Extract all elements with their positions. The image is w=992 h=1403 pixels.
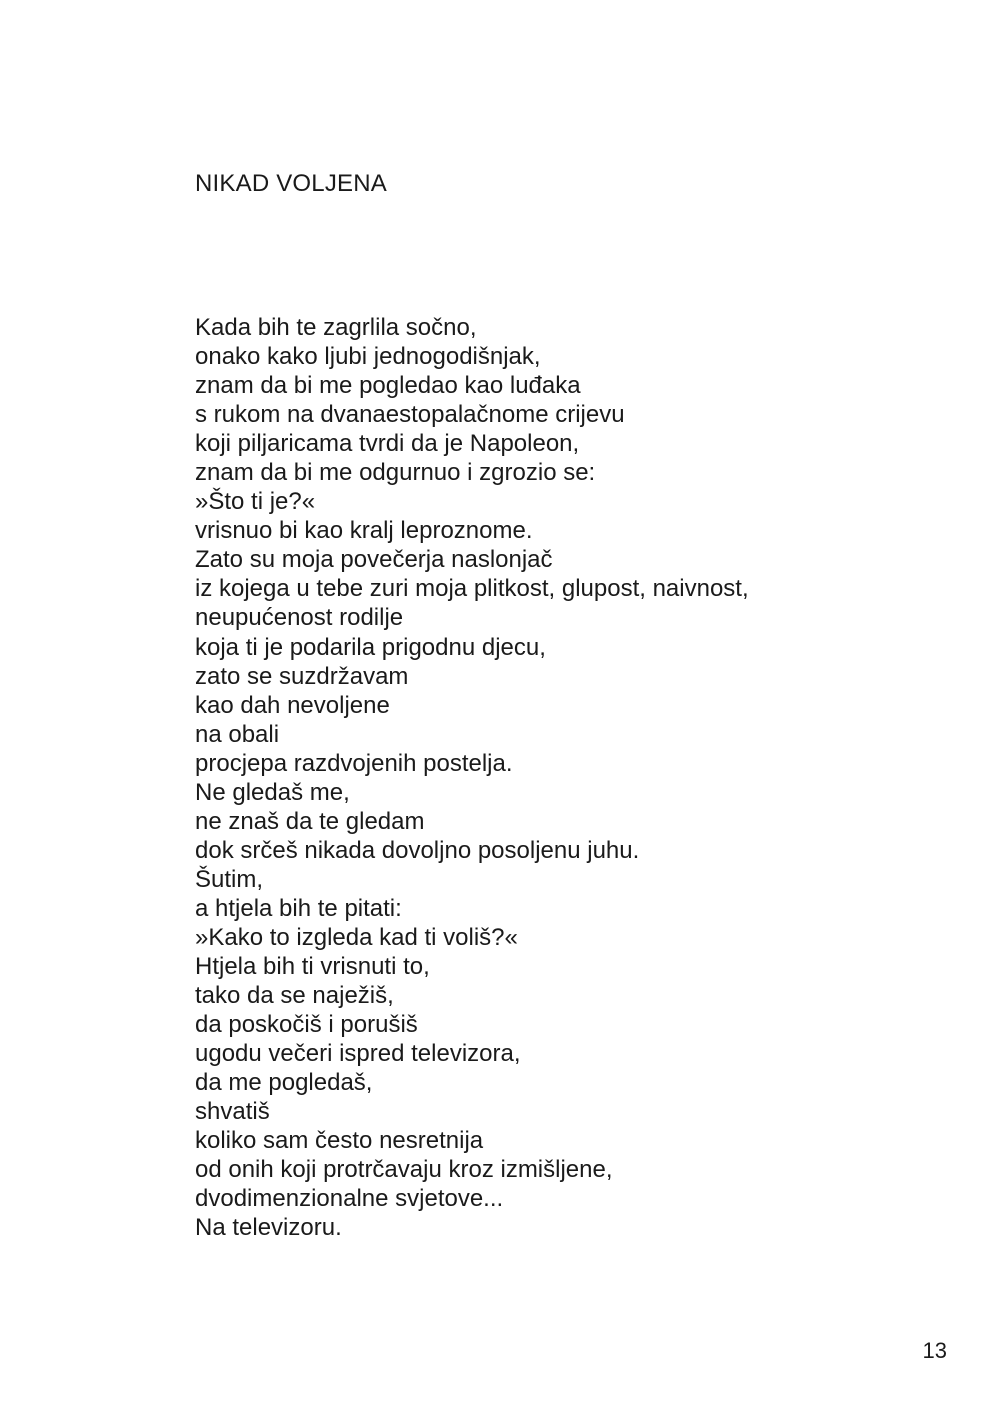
poem-line: »Što ti je?«	[195, 488, 316, 516]
poem-line: Htjela bih ti vrisnuti to,	[195, 953, 430, 981]
poem-line: Na televizoru.	[195, 1214, 342, 1242]
poem-title: NIKAD VOLJENA	[195, 170, 387, 197]
poem-line: ugodu večeri ispred televizora,	[195, 1040, 521, 1068]
poem-line: znam da bi me odgurnuo i zgrozio se:	[195, 459, 596, 487]
poem-line: ne znaš da te gledam	[195, 807, 425, 835]
poem-line: koji piljaricama tvrdi da je Napoleon,	[195, 430, 580, 458]
poem-body	[195, 313, 749, 1243]
poem-line: Zato su moja povečerja naslonjač	[195, 546, 553, 574]
poem-line: od onih koji protrčavaju kroz izmišljene,	[195, 1156, 613, 1184]
poem-line: neupućenost rodilje	[195, 604, 404, 632]
poem-line: vrisnuo bi kao kralj leproznome.	[195, 517, 533, 545]
poem-line: a htjela bih te pitati:	[195, 894, 402, 922]
poem-line: Šutim,	[195, 865, 264, 893]
poem-line: onako kako ljubi jednogodišnjak,	[195, 343, 541, 371]
poem-line: Kada bih te zagrlila sočno,	[195, 314, 477, 341]
poem-line: procjepa razdvojenih postelja.	[195, 749, 513, 777]
poem-line: znam da bi me pogledao kao luđaka	[195, 372, 581, 400]
poem-line: da poskočiš i porušiš	[195, 1011, 418, 1039]
poem-line: iz kojega u tebe zuri moja plitkost, glupost, naivnost,	[195, 575, 749, 603]
page-number: 13	[922, 1338, 947, 1363]
poem-line: na obali	[195, 720, 280, 748]
poem-line: Ne gledaš me,	[195, 778, 350, 806]
poem-line: shvatiš	[195, 1098, 270, 1126]
poem-line: kao dah nevoljene	[195, 691, 390, 719]
poem-line: dvodimenzionalne svjetove...	[195, 1185, 504, 1213]
poem-line: »Kako to izgleda kad ti voliš?«	[195, 923, 518, 951]
poem-line: s rukom na dvanaestopalačnome crijevu	[195, 401, 625, 429]
poem-line: koja ti je podarila prigodnu djecu,	[195, 633, 546, 661]
poem-line: da me pogledaš,	[195, 1069, 373, 1097]
poem-line: tako da se naježiš,	[195, 982, 394, 1010]
poem-line: dok srčeš nikada dovoljno posoljenu juhu.	[195, 836, 640, 864]
poem-line: zato se suzdržavam	[195, 662, 409, 690]
poem-line: koliko sam često nesretnija	[195, 1127, 484, 1155]
